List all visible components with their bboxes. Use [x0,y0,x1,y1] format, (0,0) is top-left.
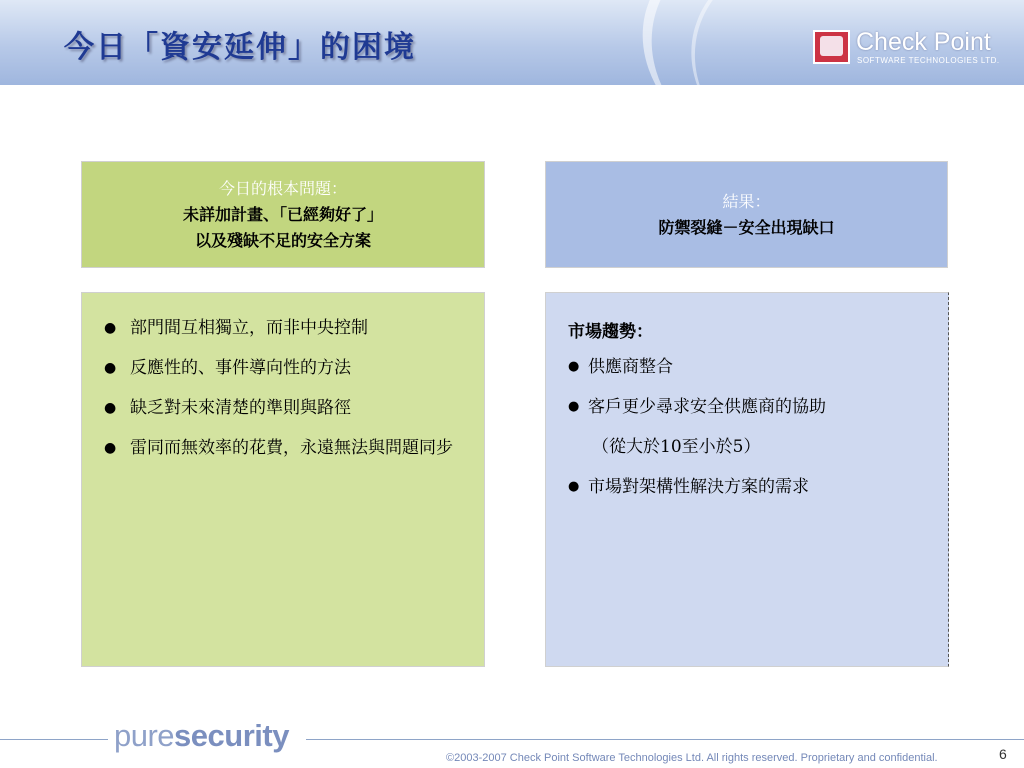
list-item-text: 市場對架構性解決方案的需求 [588,477,809,497]
bullet-icon: ● [568,399,580,414]
list-item-text: 客戶更少尋求安全供應商的協助 [588,397,826,417]
slide-title: 今日「資安延伸」的困境 [64,30,416,65]
bullet-icon: ● [104,320,117,336]
list-item-text: 雷同而無效率的花費，永遠無法與問題同步 [130,438,453,458]
list-item-text: 部門間互相獨立，而非中央控制 [130,318,368,338]
right-header-box [545,161,948,268]
list-item [104,315,474,341]
left-header-line2: 以及殘缺不足的安全方案 [194,231,371,250]
list-item [104,355,474,381]
list-item-subtext: （從大於10至小於5） [592,437,761,457]
bullet-icon: ● [104,440,117,456]
left-header-box [81,161,485,268]
list-item [104,435,474,461]
list-item [568,475,938,499]
check-point-logo-icon [813,30,850,64]
left-body-box [81,292,485,667]
page-number: 6 [999,746,1007,762]
bullet-icon: ● [104,400,117,416]
list-item-text: 供應商整合 [588,357,673,377]
left-header-sub: 今日的根本問題： [218,179,347,198]
list-item [568,355,938,379]
right-body-box [545,292,949,667]
list-item-text: 反應性的、事件導向性的方法 [130,358,351,378]
brand-light: pure [114,718,175,753]
company-subtitle: SOFTWARE TECHNOLOGIES LTD. [857,56,1000,65]
bullet-icon: ● [568,359,580,374]
problem-list [104,315,474,475]
copyright-text: ©2003-2007 Check Point Software Technologies Ltd. All rights reserved. Proprietary and confidential. [446,752,938,764]
left-header-line1: 未詳加計畫、「已經夠好了」 [182,205,383,224]
footer-rule [0,739,108,740]
trend-title: 市場趨勢： [568,322,653,342]
logo-emblem [820,36,843,56]
puresecurity-logo [114,718,289,754]
list-item [104,395,474,421]
slide-header [0,0,1024,85]
brand-bold: security [174,718,289,753]
list-item-text: 缺乏對未來清楚的準則與路徑 [130,398,351,418]
right-header-line1: 防禦裂縫－安全出現缺口 [658,218,835,237]
list-item [568,395,938,459]
right-header-sub: 結果： [722,192,771,211]
company-name: Check Point [856,28,991,56]
footer-rule [306,739,1024,740]
trend-list [568,355,938,515]
bullet-icon: ● [104,360,117,376]
bullet-icon: ● [568,479,580,494]
